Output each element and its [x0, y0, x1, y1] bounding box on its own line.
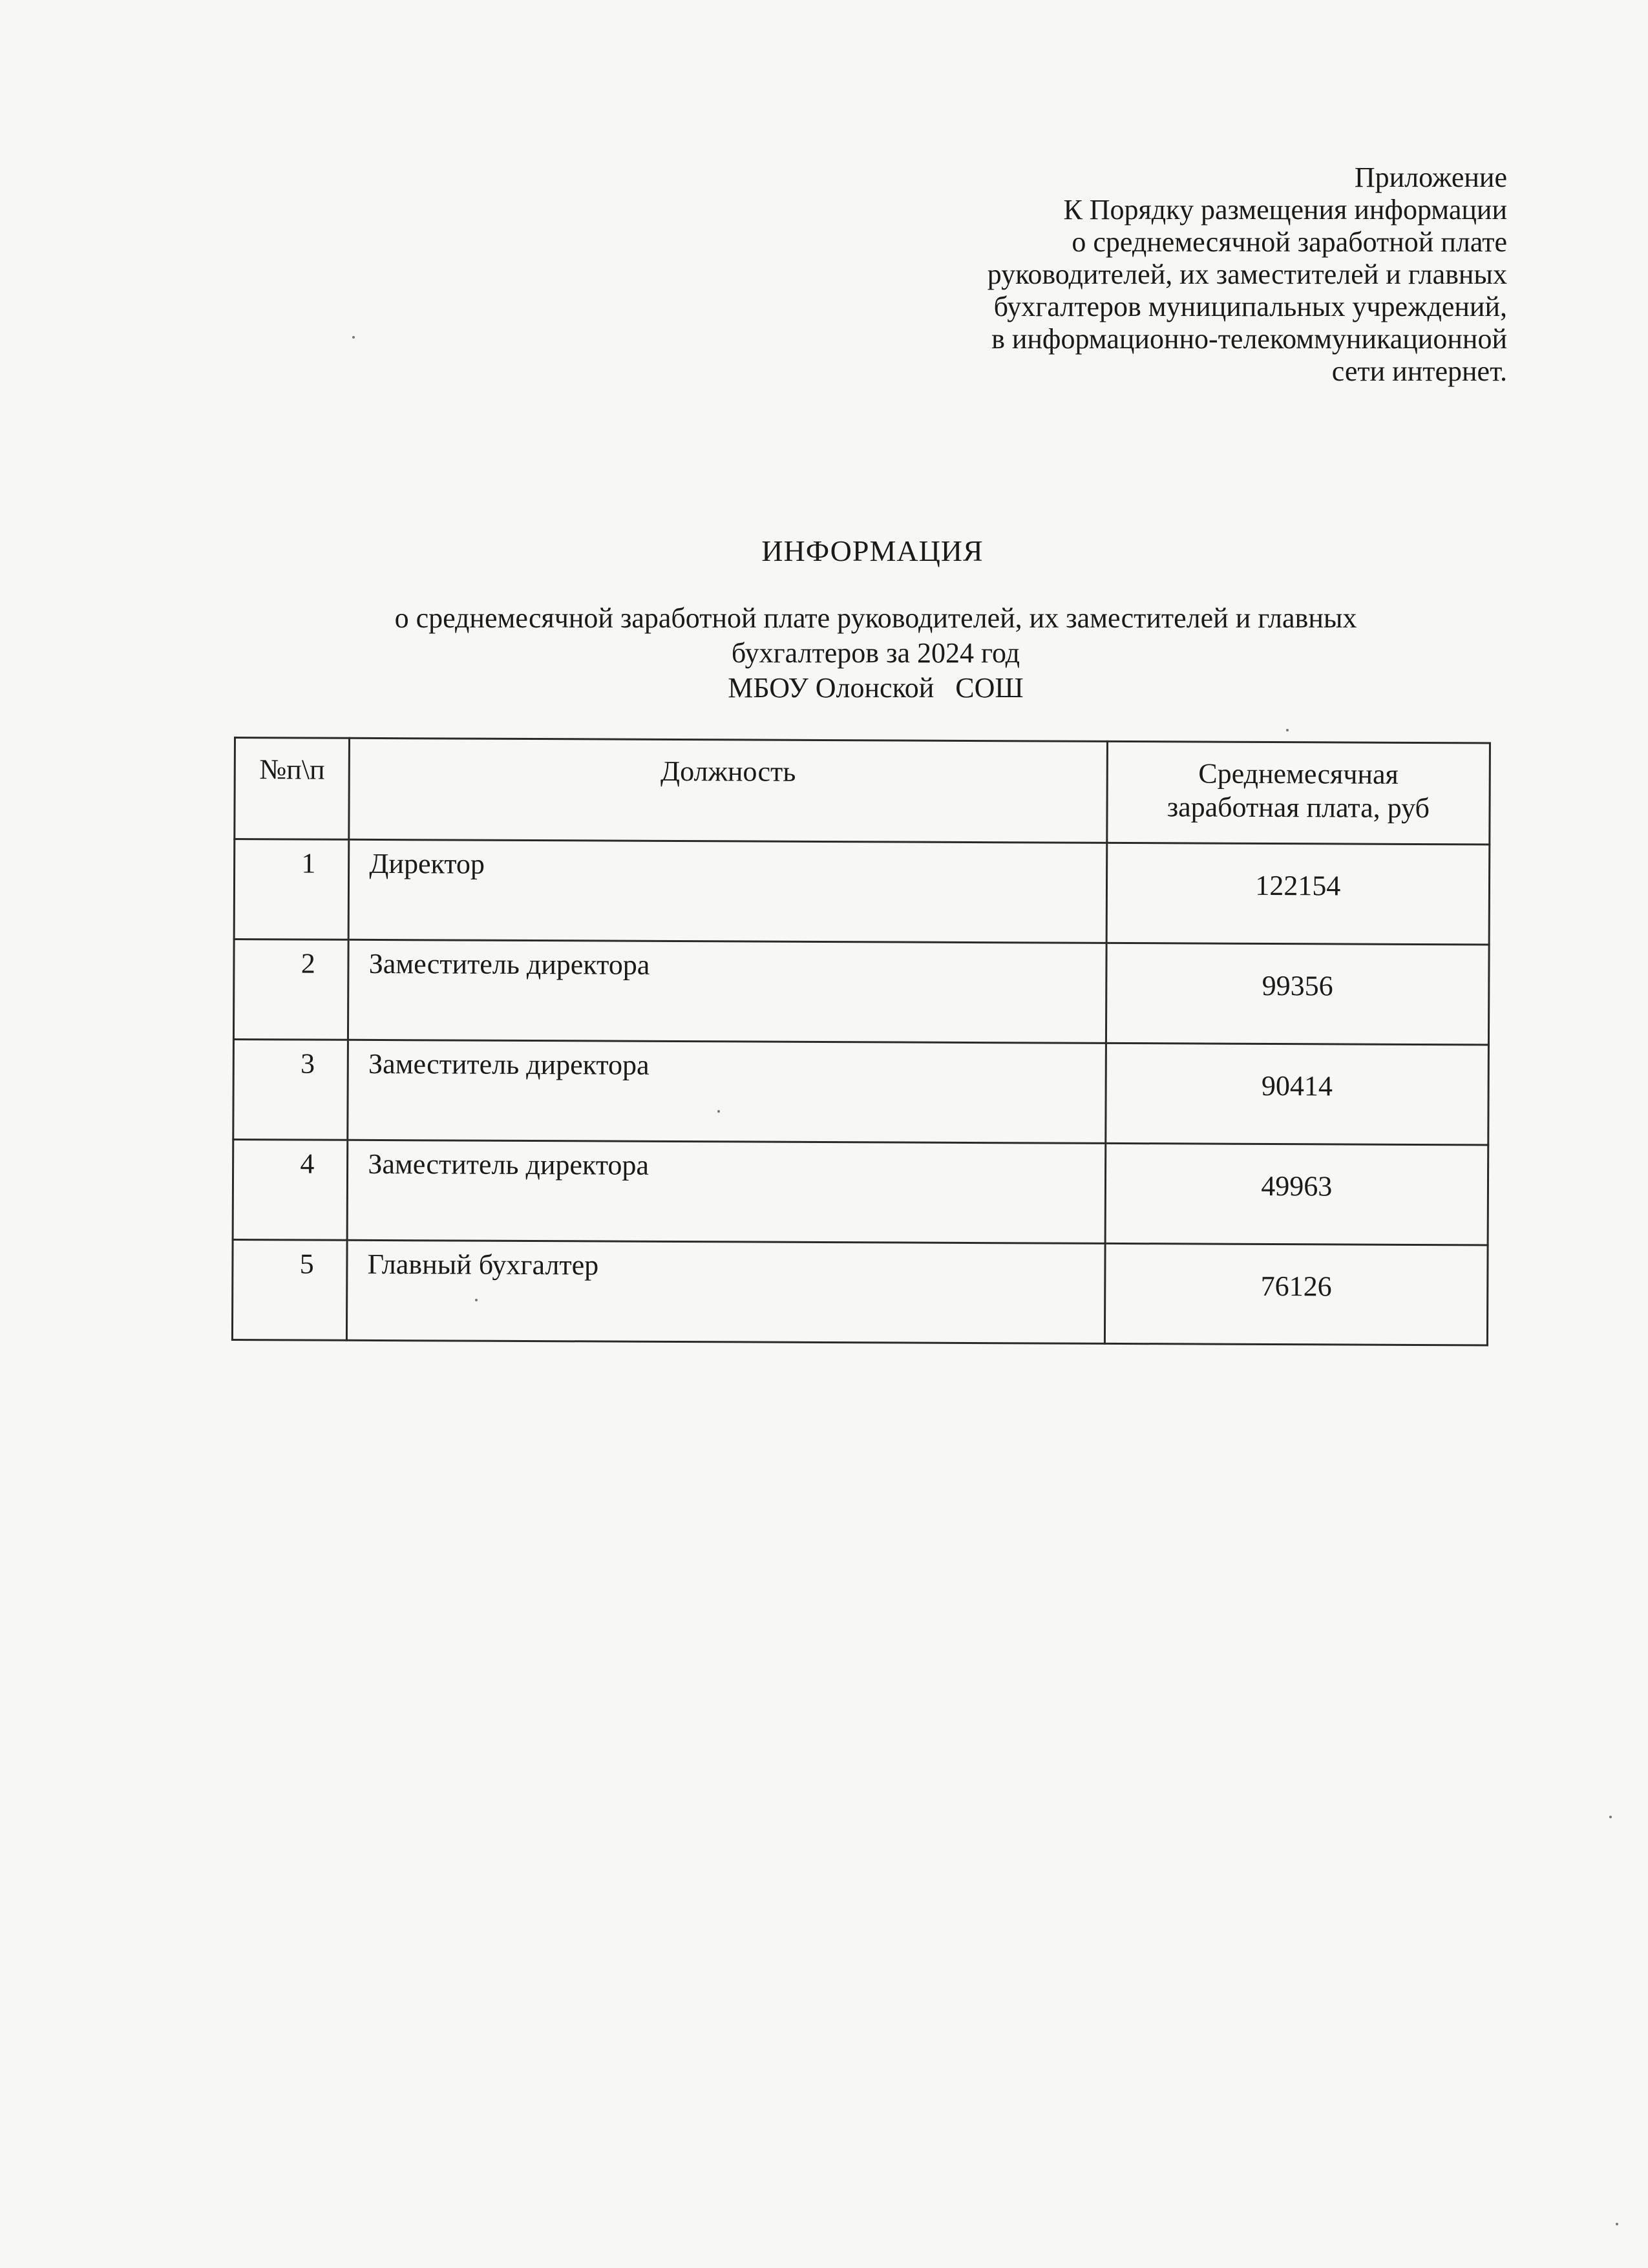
row-position: Заместитель директора — [347, 1140, 1105, 1243]
table-row — [234, 839, 1490, 945]
subtitle-line: о среднемесячной заработной плате руководителей, их заместителей и главных — [394, 602, 1357, 634]
scan-speck — [1286, 729, 1289, 731]
appendix-line: К Порядку размещения информации — [1063, 194, 1507, 226]
row-num: 1 — [234, 839, 349, 940]
row-num: 3 — [233, 1040, 348, 1140]
appendix-block — [732, 162, 1507, 388]
scan-speck — [475, 1299, 478, 1301]
scan-speck — [352, 336, 355, 339]
table-row — [233, 940, 1489, 1045]
document-subtitle — [246, 601, 1506, 706]
table-header-row — [235, 738, 1490, 845]
row-salary: 76126 — [1104, 1243, 1488, 1345]
row-salary: 49963 — [1105, 1143, 1488, 1245]
organization-name: МБОУ Олонской СОШ — [728, 672, 1024, 704]
row-position: Главный бухгалтер — [347, 1240, 1105, 1343]
appendix-line: руководителей, их заместителей и главных — [987, 258, 1507, 290]
row-position: Заместитель директора — [348, 1040, 1106, 1143]
scan-speck — [1616, 2223, 1618, 2225]
subtitle-line: бухгалтеров за 2024 год — [731, 637, 1020, 669]
header-salary-line: заработная плата, руб — [1167, 791, 1430, 824]
table-row — [232, 1239, 1488, 1345]
row-position: Директор — [348, 839, 1106, 943]
appendix-line: в информационно-телекоммуникационной — [991, 323, 1507, 355]
table-row — [233, 1040, 1489, 1145]
table-row — [233, 1140, 1488, 1245]
salary-table — [231, 737, 1491, 1346]
row-num: 2 — [233, 940, 348, 1040]
row-num: 4 — [233, 1140, 348, 1241]
appendix-line: бухгалтеров муниципальных учреждений, — [993, 291, 1507, 322]
appendix-line: о среднемесячной заработной плате — [1072, 226, 1507, 258]
appendix-line: Приложение — [1354, 162, 1507, 193]
row-salary: 90414 — [1105, 1043, 1488, 1145]
row-num: 5 — [232, 1239, 347, 1340]
header-salary — [1106, 741, 1490, 845]
header-position: Должность — [349, 738, 1107, 843]
row-salary: 99356 — [1106, 943, 1489, 1045]
header-salary-line: Среднемесячная — [1198, 757, 1399, 790]
appendix-line: сети интернет. — [1331, 355, 1507, 387]
scan-speck — [1609, 1816, 1612, 1818]
row-position: Заместитель директора — [348, 940, 1106, 1043]
document-title: ИНФОРМАЦИЯ — [761, 534, 984, 567]
scan-speck — [717, 1110, 720, 1113]
header-num: №п\п — [235, 738, 350, 840]
row-salary: 122154 — [1106, 843, 1490, 945]
